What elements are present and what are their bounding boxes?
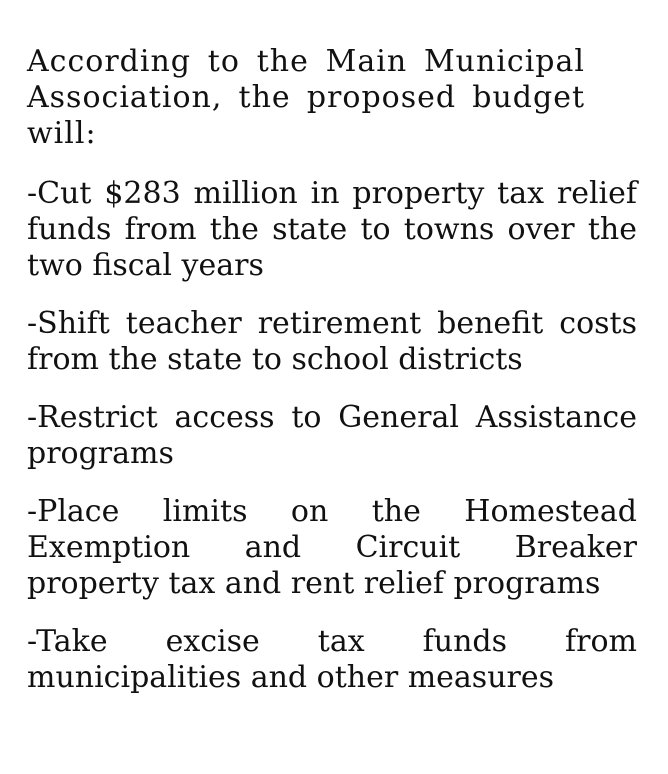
list-item-general-assistance: -Restrict access to General Assistance programs [27, 400, 637, 471]
intro-paragraph: According to the Main Municipal Association, the proposed budget will: [27, 44, 585, 151]
list-item-teacher-retirement: -Shift teacher retirement benefit costs from the state to school districts [27, 306, 637, 377]
list-item-homestead-exemption: -Place limits on the Homestead Exemption and Circuit Breaker property tax and rent relief programs [27, 494, 637, 601]
list-item-property-tax-relief: -Cut $283 million in property tax relief funds from the state to towns over the two fiscal years [27, 176, 637, 283]
document-body [27, 44, 637, 718]
list-item-excise-tax: -Take excise tax funds from municipalities and other measures [27, 624, 637, 695]
